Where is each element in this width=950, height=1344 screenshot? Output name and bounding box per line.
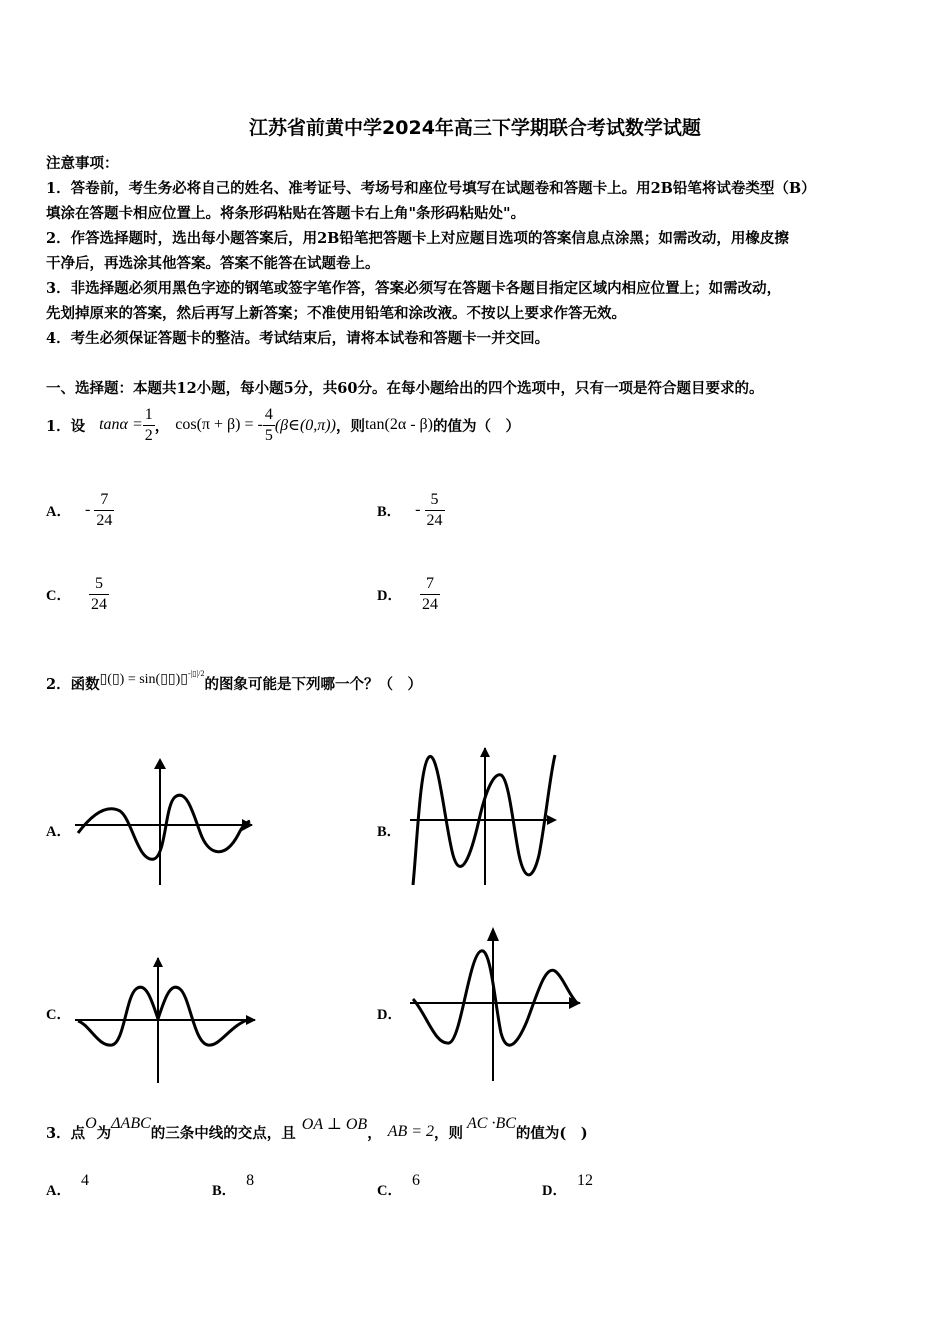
arrow-icon: [153, 957, 163, 967]
q3-word-1: 为: [96, 1124, 112, 1142]
page-title: 江苏省前黄中学2024年高三下学期联合考试数学试题: [249, 117, 701, 139]
section-heading: 一、选择题：本题共12小题，每小题5分，共60分。在每小题给出的四个选项中，只有一项是符合题目要求的。: [46, 380, 764, 397]
q2-graph-b[interactable]: [405, 745, 560, 890]
q1-suffix: 的值为（ ）: [433, 417, 521, 435]
q3-option-b[interactable]: [212, 1170, 254, 1200]
q1-option-d-den: 24: [421, 595, 438, 613]
q3-triangle: ΔABC: [111, 1115, 151, 1132]
q3-word-2: 的三条中线的交点，且: [150, 1124, 296, 1142]
q1-option-a-sign: -: [84, 501, 91, 518]
q2-suffix: 的图象可能是下列哪一个？（ ）: [204, 675, 422, 693]
q3-option-c-label: C．: [377, 1183, 402, 1199]
q2-option-b-label[interactable]: B．: [377, 824, 402, 840]
q1-option-b[interactable]: [377, 486, 445, 534]
note-3b: 先划掉原来的答案，然后再写上新答案；不准使用铅笔和涂改液。不按以上要求作答无效。: [46, 305, 626, 322]
q3-suffix: 的值为( ): [515, 1124, 588, 1142]
q1-option-c-num: 5: [89, 574, 109, 595]
q2-graph-a[interactable]: [70, 755, 255, 890]
q2-graph-d[interactable]: [405, 925, 585, 1085]
q1-option-d-num: 7: [420, 574, 440, 595]
q2-formula: ▯(▯) = sin(▯▯)▯: [99, 671, 188, 687]
q3-point-o: O: [85, 1115, 97, 1132]
q3-option-b-label: B．: [212, 1183, 237, 1199]
notes-heading: 注意事项：: [46, 155, 119, 172]
q1-option-a-num: 7: [94, 490, 114, 511]
q1-then: ，则: [335, 417, 365, 435]
q3-ab-length: AB = 2: [387, 1123, 435, 1140]
q2-graph-c[interactable]: [70, 955, 260, 1085]
question-3: [46, 1112, 588, 1152]
curve: [78, 795, 250, 859]
q1-prefix: 1．设: [46, 417, 86, 435]
q1-option-b-label: B．: [377, 503, 402, 520]
q3-option-a-value: 4: [80, 1172, 89, 1189]
question-2: [46, 668, 422, 698]
q1-option-a[interactable]: [46, 486, 114, 534]
arrow-icon: [154, 758, 166, 769]
note-1b: 填涂在答题卡相应位置上。将条形码粘贴在答题卡右上角"条形码粘贴处"。: [46, 205, 526, 222]
q1-option-c-fraction: [89, 574, 109, 615]
q1-option-b-num: 5: [425, 490, 445, 511]
note-2b: 干净后，再选涂其他答案。答案不能答在试题卷上。: [46, 255, 380, 272]
q1-option-a-fraction: [94, 490, 114, 531]
q3-option-a[interactable]: [46, 1170, 89, 1200]
q1-tan-lhs: tanα =: [99, 416, 143, 433]
q1-cos-fraction: [263, 405, 275, 446]
note-2a: 2．作答选择题时，选出每小题答案后，用2B铅笔把答题卡上对应题目选项的答案信息点涂黑；如需改动，用橡皮擦: [46, 230, 789, 247]
q1-option-b-den: 24: [426, 511, 443, 529]
q3-option-d-label: D．: [542, 1183, 567, 1199]
q1-cos-lhs: cos(π + β) = -: [175, 416, 263, 433]
q1-option-c-den: 24: [90, 595, 107, 613]
q1-expression: tan(2α - β): [364, 416, 434, 433]
q1-cos-den: 5: [264, 426, 273, 444]
note-3a: 3．非选择题必须用黑色字迹的钢笔或签字笔作答，答案必须写在答题卡各题目指定区域内相应位置上；如需改动，: [46, 280, 782, 297]
q3-option-c[interactable]: [377, 1170, 420, 1200]
q1-tan-num: 1: [143, 405, 155, 426]
q1-option-c-label: C．: [46, 587, 71, 604]
note-4: 4．考生必须保证答题卡的整洁。考试结束后，请将本试卷和答题卡一并交回。: [46, 330, 550, 347]
q1-option-d-label: D．: [377, 587, 402, 604]
q2-exponent: -|▯|/2: [188, 668, 205, 678]
q3-option-c-value: 6: [411, 1172, 420, 1189]
q1-tan-den: 2: [144, 426, 153, 444]
q1-option-d-fraction: [420, 574, 440, 615]
q2-prefix: 2．函数: [46, 675, 100, 693]
q1-condition: (β∈(0,π)): [274, 417, 336, 434]
q2-option-d-label[interactable]: D．: [377, 1007, 402, 1023]
q1-option-b-fraction: [425, 490, 445, 531]
q1-option-a-label: A．: [46, 503, 71, 520]
q3-perpendicular: OA ⊥ OB: [301, 1116, 368, 1133]
q3-word-3: ，则: [434, 1124, 464, 1142]
q1-tan-fraction: [143, 405, 155, 446]
q3-comma: ，: [367, 1124, 382, 1142]
q1-option-a-den: 24: [96, 511, 113, 529]
q3-option-b-value: 8: [246, 1172, 255, 1189]
q3-option-d-value: 12: [576, 1172, 593, 1189]
q2-option-a-label[interactable]: A．: [46, 824, 71, 840]
curve: [413, 951, 577, 1045]
q3-option-a-label: A．: [46, 1183, 71, 1199]
q2-option-c-label[interactable]: C．: [46, 1007, 71, 1023]
q3-option-d[interactable]: [542, 1170, 593, 1200]
note-1a: 1．答卷前，考生务必将自己的姓名、准考证号、考场号和座位号填写在试题卷和答题卡上。用2B铅笔将试卷类型（B）: [46, 180, 816, 197]
q3-dot-product: AC ·BC: [467, 1115, 516, 1132]
q3-prefix: 3．点: [46, 1124, 86, 1142]
q1-cos-num: 4: [263, 405, 275, 426]
curve: [78, 987, 250, 1045]
q1-option-c[interactable]: [46, 570, 109, 618]
arrow-icon: [480, 747, 490, 757]
arrow-icon: [547, 815, 557, 825]
q1-option-b-sign: -: [415, 501, 421, 518]
question-1: [46, 400, 520, 450]
arrow-icon: [487, 927, 499, 941]
q1-comma: ，: [154, 417, 170, 435]
q1-option-d[interactable]: [377, 570, 440, 618]
